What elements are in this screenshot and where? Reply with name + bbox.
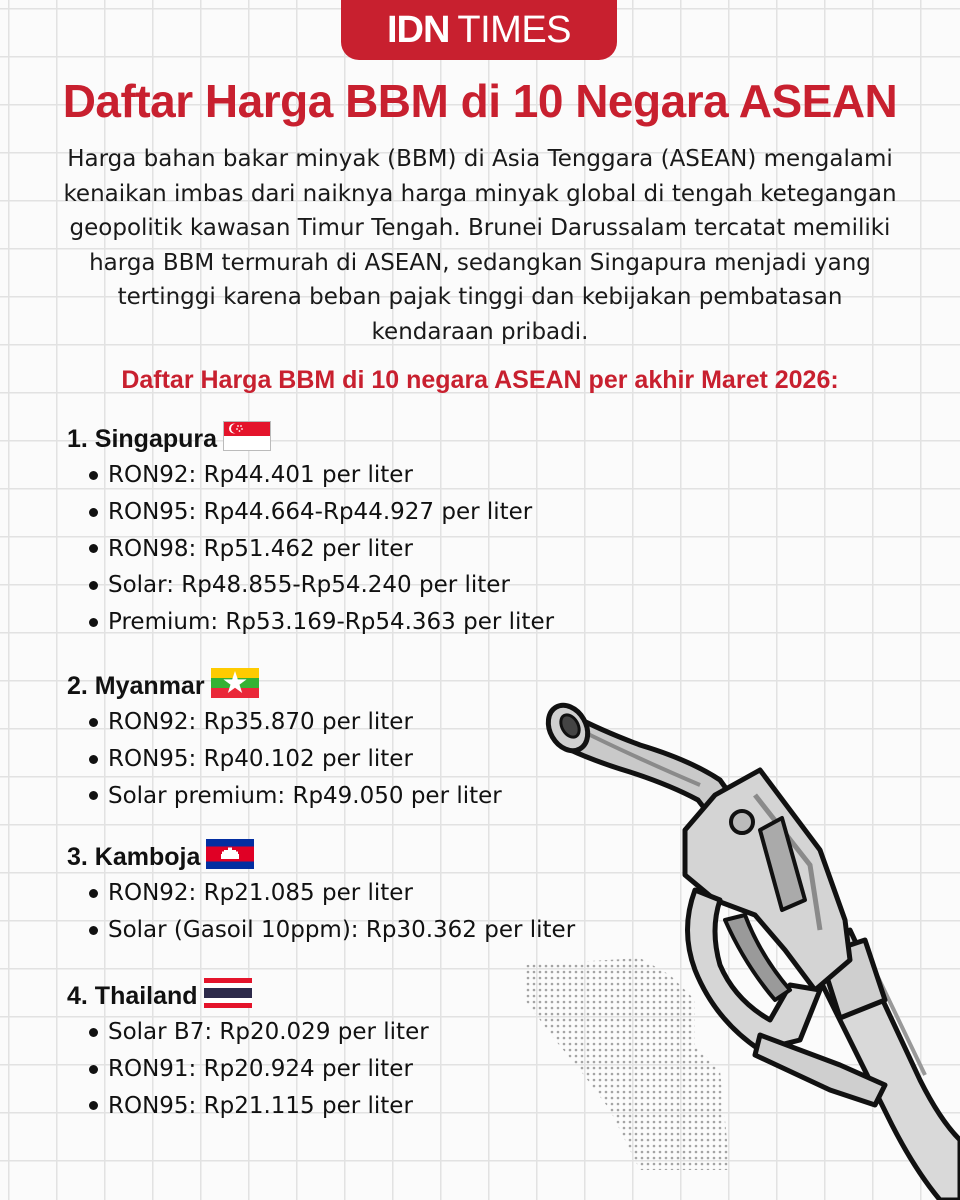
- brand-logo-bold: IDN: [386, 8, 450, 51]
- price-item-text: RON92: Rp21.085 per liter: [108, 880, 413, 906]
- bullet-icon: [89, 471, 98, 480]
- price-list: [67, 875, 575, 949]
- country-heading: [67, 839, 575, 875]
- price-item-text: RON92: Rp35.870 per liter: [108, 709, 413, 735]
- singapore-flag-icon: [223, 421, 271, 458]
- bullet-icon: [89, 1101, 98, 1110]
- country-title: 2. Myanmar: [67, 671, 205, 700]
- bullet-icon: [89, 581, 98, 590]
- price-item-text: RON95: Rp44.664-Rp44.927 per liter: [108, 498, 533, 525]
- cambodia-flag-icon: [206, 839, 254, 876]
- thailand-flag-icon: [204, 978, 252, 1015]
- list-item: [89, 704, 502, 741]
- price-item-text: Solar B7: Rp20.029 per liter: [108, 1019, 429, 1045]
- price-list: [67, 1014, 429, 1124]
- price-item-text: RON91: Rp20.924 per liter: [108, 1055, 413, 1082]
- bullet-icon: [89, 718, 98, 727]
- list-item: [89, 778, 502, 815]
- price-item-text: RON95: Rp40.102 per liter: [108, 745, 413, 772]
- list-item: [89, 875, 575, 912]
- bullet-icon: [89, 544, 98, 553]
- country-section-kamboja: [67, 839, 575, 949]
- bullet-icon: [89, 1065, 98, 1074]
- bullet-icon: [89, 889, 98, 898]
- price-item-text: RON95: Rp21.115 per liter: [108, 1092, 413, 1119]
- list-item: [89, 457, 554, 494]
- brand-logo: [341, 0, 617, 60]
- list-item: [89, 531, 554, 568]
- price-item-text: Premium: Rp53.169-Rp54.363 per liter: [108, 609, 555, 636]
- list-item: [89, 1088, 429, 1125]
- country-section-thailand: [67, 978, 429, 1124]
- list-item: [89, 1014, 429, 1051]
- country-title: 4. Thailand: [67, 981, 198, 1010]
- country-heading: [67, 421, 554, 457]
- list-subheading: Daftar Harga BBM di 10 negara ASEAN per akhir Maret 2026:: [121, 366, 839, 394]
- list-item: [89, 567, 554, 604]
- list-item: [89, 604, 554, 641]
- bullet-icon: [89, 1028, 98, 1037]
- bullet-icon: [89, 508, 98, 517]
- price-item-text: RON92: Rp44.401 per liter: [108, 462, 413, 488]
- myanmar-flag-icon: [211, 668, 259, 705]
- price-list: [67, 457, 554, 641]
- price-item-text: Solar: Rp48.855-Rp54.240 per liter: [108, 572, 510, 599]
- intro-paragraph: Harga bahan bakar minyak (BBM) di Asia Tenggara (ASEAN) mengalami kenaikan imbas dari naiknya harga minyak global di tengah ketegangan geopolitik kawasan Timur Tengah. Brunei Darussalam tercatat memiliki harga BBM termurah di ASEAN, sedangkan Singapura menjadi yang tertinggi karena beban pajak tinggi dan kebijakan pembatasan kendaraan pribadi.: [63, 146, 897, 345]
- bullet-icon: [89, 618, 98, 627]
- price-list: [67, 704, 502, 814]
- country-section-singapura: [67, 421, 554, 641]
- list-item: [89, 912, 575, 949]
- list-item: [89, 494, 554, 531]
- country-section-myanmar: [67, 668, 502, 814]
- price-item-text: Solar premium: Rp49.050 per liter: [108, 782, 502, 809]
- country-heading: [67, 668, 502, 704]
- fuel-nozzle-icon: [520, 700, 960, 1200]
- country-heading: [67, 978, 429, 1014]
- bullet-icon: [89, 755, 98, 764]
- list-item: [89, 741, 502, 778]
- price-item-text: Solar (Gasoil 10ppm): Rp30.362 per liter: [108, 916, 576, 943]
- bullet-icon: [89, 791, 98, 800]
- brand-logo-light: TIMES: [457, 8, 572, 51]
- page-title: Daftar Harga BBM di 10 Negara ASEAN: [62, 75, 898, 127]
- bullet-icon: [89, 926, 98, 935]
- country-title: 1. Singapura: [67, 424, 218, 453]
- price-item-text: RON98: Rp51.462 per liter: [108, 535, 413, 562]
- country-title: 3. Kamboja: [67, 842, 201, 871]
- list-item: [89, 1051, 429, 1088]
